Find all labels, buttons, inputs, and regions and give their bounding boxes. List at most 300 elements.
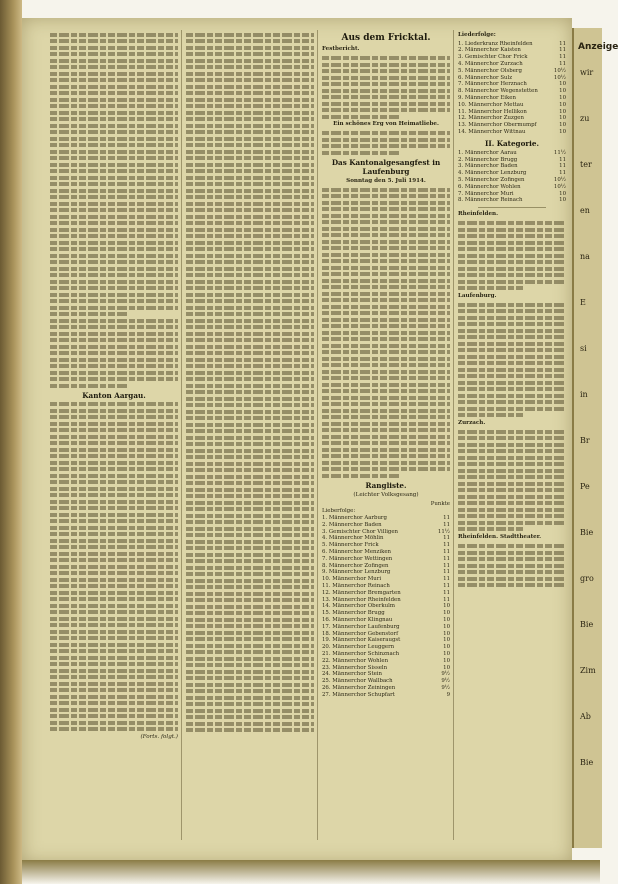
text-line bbox=[50, 461, 178, 465]
text-line bbox=[50, 364, 178, 368]
facing-page-text-fragment: Zim bbox=[580, 666, 596, 675]
ranking-choir-name: 7. Männerchor Herznach bbox=[458, 81, 527, 88]
ranking-choir-name: 14. Männerchor Oberkulm bbox=[322, 603, 395, 610]
facing-page-text-fragment: wir bbox=[580, 68, 594, 77]
ranking-header-row bbox=[322, 501, 450, 508]
ranking-table-top bbox=[458, 41, 566, 136]
ranking-choir-name: 2. Männerchor Baden bbox=[322, 521, 382, 528]
text-line bbox=[186, 111, 314, 115]
ranking-points: 10 bbox=[559, 81, 566, 88]
ranking-points: 10 bbox=[559, 190, 566, 197]
ranking-points: 10½ bbox=[553, 67, 566, 74]
text-line bbox=[322, 448, 450, 452]
text-line bbox=[50, 182, 178, 186]
ranking-choir-name: 21. Männerchor Schinznach bbox=[322, 650, 400, 657]
ranking-points: 11 bbox=[559, 163, 566, 170]
text-line bbox=[50, 384, 127, 388]
text-line bbox=[50, 312, 127, 316]
text-line bbox=[458, 260, 566, 264]
text-line bbox=[458, 488, 566, 492]
text-line bbox=[50, 130, 178, 134]
ranking-row bbox=[458, 191, 566, 198]
text-line bbox=[50, 714, 178, 718]
text-line bbox=[458, 407, 566, 411]
text-line bbox=[458, 335, 566, 339]
ranking-choir-name: 3. Gemischter Chor Frick bbox=[458, 54, 528, 61]
subheading-festbericht: Festbericht. bbox=[322, 46, 360, 52]
text-line bbox=[50, 351, 178, 355]
text-line bbox=[50, 519, 178, 523]
text-line bbox=[186, 208, 314, 212]
text-line bbox=[186, 462, 314, 466]
ranking-choir-name: 1. Liederkranz Rheinfelden bbox=[458, 40, 533, 47]
text-line bbox=[186, 709, 314, 713]
text-line bbox=[50, 500, 178, 504]
text-line bbox=[458, 286, 523, 290]
text-line bbox=[50, 493, 178, 497]
text-line bbox=[50, 662, 178, 666]
ranking-row bbox=[458, 88, 566, 95]
text-line bbox=[458, 527, 523, 531]
text-line bbox=[186, 403, 314, 407]
text-line bbox=[322, 363, 450, 367]
text-line bbox=[50, 85, 178, 89]
ranking-row bbox=[322, 522, 450, 529]
ranking-choir-name: 4. Männerchor Lenzburg bbox=[458, 170, 527, 177]
text-line bbox=[458, 557, 566, 561]
ranking-choir-name: 22. Männerchor Wohlen bbox=[322, 657, 389, 664]
section-heading-kantonalgesangfest: Das Kantonalgesangfest in Laufenburg bbox=[331, 157, 441, 176]
text-line bbox=[186, 507, 314, 511]
text-line bbox=[322, 350, 450, 354]
text-line bbox=[50, 195, 178, 199]
text-line bbox=[186, 358, 314, 362]
text-line bbox=[50, 319, 178, 323]
text-line bbox=[186, 130, 314, 134]
text-line bbox=[186, 494, 314, 498]
text-line bbox=[322, 415, 450, 419]
ranking-choir-name: 1. Männerchor Aarau bbox=[458, 149, 517, 156]
ranking-row bbox=[458, 129, 566, 136]
text-line bbox=[50, 169, 178, 173]
text-line bbox=[458, 303, 566, 307]
text-line bbox=[186, 520, 314, 524]
ranking-points: 10 bbox=[443, 664, 450, 671]
ranking-choir-name: 16. Männerchor Klingnau bbox=[322, 616, 393, 623]
text-line bbox=[186, 59, 314, 63]
continued-note: (Forts. folgt.) bbox=[140, 733, 178, 740]
text-line bbox=[50, 480, 178, 484]
text-line bbox=[186, 182, 314, 186]
text-line bbox=[186, 624, 314, 628]
text-line bbox=[186, 611, 314, 615]
text-line bbox=[50, 189, 178, 193]
ranking-points: 10 bbox=[559, 88, 566, 95]
column-rule bbox=[453, 30, 454, 840]
facing-page-text-fragment: Ab bbox=[580, 712, 591, 721]
ranking-row bbox=[322, 637, 450, 644]
ranking-row bbox=[322, 508, 450, 515]
text-line bbox=[50, 338, 178, 342]
text-line bbox=[186, 137, 314, 141]
text-line bbox=[186, 85, 314, 89]
text-line bbox=[186, 202, 314, 206]
text-line bbox=[458, 368, 566, 372]
text-line bbox=[458, 254, 566, 258]
ranking-points: 9 bbox=[446, 691, 450, 698]
text-line bbox=[50, 293, 178, 297]
text-line bbox=[186, 566, 314, 570]
text-line bbox=[458, 469, 566, 473]
text-line bbox=[186, 546, 314, 550]
ranking-points: 10 bbox=[559, 128, 566, 135]
text-line bbox=[322, 285, 450, 289]
ranking-choir-name: 20. Männerchor Leuggern bbox=[322, 644, 395, 651]
facing-page-text-fragment: gro bbox=[580, 574, 594, 583]
text-line bbox=[186, 696, 314, 700]
text-line bbox=[50, 435, 178, 439]
text-line bbox=[322, 131, 450, 135]
text-line bbox=[322, 474, 399, 478]
ranking-row bbox=[322, 569, 450, 576]
text-line bbox=[458, 394, 566, 398]
ranking-table bbox=[322, 501, 450, 698]
text-line bbox=[50, 643, 178, 647]
facing-page-text-fragment: Bie bbox=[580, 758, 594, 767]
ranking-points: 11½ bbox=[437, 528, 450, 535]
text-line bbox=[186, 436, 314, 440]
text-line bbox=[50, 299, 178, 303]
text-line bbox=[322, 396, 450, 400]
text-line bbox=[186, 280, 314, 284]
ranking-points: 11 bbox=[559, 54, 566, 61]
text-line bbox=[322, 324, 450, 328]
text-line bbox=[50, 454, 178, 458]
facing-page-text-fragment: E bbox=[580, 298, 586, 307]
text-line bbox=[50, 111, 178, 115]
text-line bbox=[322, 214, 450, 218]
text-line bbox=[50, 558, 178, 562]
ranking-points: 10 bbox=[443, 610, 450, 617]
ranking-choir-name: 26. Männerchor Zeiningen bbox=[322, 684, 396, 691]
text-line bbox=[186, 702, 314, 706]
text-line bbox=[186, 371, 314, 375]
text-line bbox=[186, 637, 314, 641]
ranking-choir-name: 14. Männerchor Wittnau bbox=[458, 128, 526, 135]
text-line bbox=[50, 306, 178, 310]
text-line bbox=[186, 488, 314, 492]
text-line bbox=[50, 332, 178, 336]
ranking-row bbox=[322, 624, 450, 631]
text-line bbox=[50, 578, 178, 582]
text-line bbox=[458, 348, 566, 352]
text-line bbox=[322, 422, 450, 426]
text-line bbox=[50, 260, 178, 264]
text-line bbox=[50, 474, 178, 478]
text-line bbox=[458, 267, 566, 271]
text-line bbox=[458, 234, 566, 238]
ranking-row bbox=[458, 61, 566, 68]
ranking-row bbox=[322, 610, 450, 617]
ranking-points: 10 bbox=[443, 616, 450, 623]
text-line bbox=[50, 584, 178, 588]
ranking-choir-name: 2. Männerchor Brugg bbox=[458, 156, 518, 163]
divider bbox=[478, 207, 546, 208]
text-line bbox=[186, 189, 314, 193]
text-line bbox=[50, 669, 178, 673]
ranking-points: 11 bbox=[443, 555, 450, 562]
column-4 bbox=[458, 30, 566, 840]
column-rule bbox=[181, 30, 182, 840]
ranking-points: 10½ bbox=[553, 74, 566, 81]
ranking-points: 10 bbox=[443, 630, 450, 637]
text-line bbox=[186, 150, 314, 154]
text-line bbox=[50, 506, 178, 510]
ranking-points: 10 bbox=[559, 122, 566, 129]
text-line bbox=[322, 246, 450, 250]
text-line bbox=[322, 259, 450, 263]
text-line bbox=[322, 461, 450, 465]
ranking-row bbox=[322, 597, 450, 604]
text-line bbox=[458, 551, 566, 555]
text-line bbox=[186, 65, 314, 69]
text-line bbox=[50, 487, 178, 491]
text-line bbox=[186, 631, 314, 635]
facing-page-title: Anzeige bbox=[578, 42, 618, 52]
event-date: Sonntag den 5. Juli 1914. bbox=[346, 177, 426, 184]
ranking-choir-name: 3. Männerchor Baden bbox=[458, 163, 518, 170]
ranking-row bbox=[458, 197, 566, 204]
text-line bbox=[458, 570, 566, 574]
text-line bbox=[186, 585, 314, 589]
text-line bbox=[458, 501, 566, 505]
facing-page-text-fragment: in bbox=[580, 390, 588, 399]
text-line bbox=[458, 443, 566, 447]
text-line bbox=[186, 722, 314, 726]
text-line bbox=[458, 521, 566, 525]
ranking-choir-name: 12. Männerchor Zuzgen bbox=[458, 115, 524, 122]
text-line bbox=[458, 342, 566, 346]
text-line bbox=[458, 374, 566, 378]
text-line bbox=[186, 605, 314, 609]
text-line bbox=[50, 65, 178, 69]
text-line bbox=[50, 221, 178, 225]
text-line bbox=[186, 293, 314, 297]
ranking-row bbox=[458, 163, 566, 170]
book-binding-left bbox=[0, 0, 22, 884]
text-line bbox=[50, 215, 178, 219]
text-line bbox=[186, 260, 314, 264]
text-line bbox=[322, 402, 450, 406]
ranking-row bbox=[322, 665, 450, 672]
ranking-choir-name: 23. Männerchor Sisseln bbox=[322, 664, 388, 671]
ranking-points: 11 bbox=[443, 569, 450, 576]
category-heading: II. Kategorie. bbox=[485, 138, 539, 148]
text-line bbox=[322, 311, 450, 315]
text-line bbox=[458, 482, 566, 486]
text-line bbox=[186, 91, 314, 95]
text-line bbox=[50, 591, 178, 595]
text-line bbox=[458, 309, 566, 313]
ranking-row bbox=[458, 177, 566, 184]
text-line bbox=[186, 618, 314, 622]
text-line bbox=[186, 306, 314, 310]
text-line bbox=[458, 329, 566, 333]
ranking-points: 11 bbox=[443, 535, 450, 542]
facing-page-text-fragment: Bie bbox=[580, 620, 594, 629]
text-line bbox=[322, 279, 450, 283]
text-line bbox=[186, 345, 314, 349]
text-line bbox=[50, 176, 178, 180]
ranking-points bbox=[425, 508, 450, 515]
news-heading-zurzach: Zurzach. bbox=[458, 419, 486, 426]
text-line bbox=[186, 670, 314, 674]
text-line bbox=[186, 325, 314, 329]
ranking-points: 11 bbox=[443, 521, 450, 528]
ranking-row bbox=[322, 644, 450, 651]
text-line bbox=[322, 102, 450, 106]
text-line bbox=[186, 715, 314, 719]
text-line bbox=[322, 370, 450, 374]
text-line bbox=[458, 456, 566, 460]
text-line bbox=[50, 254, 178, 258]
facing-page-text-fragment: Pe bbox=[580, 482, 590, 491]
text-line bbox=[186, 72, 314, 76]
text-line bbox=[186, 449, 314, 453]
text-line bbox=[50, 267, 178, 271]
text-line bbox=[322, 201, 450, 205]
ranking-points: 10 bbox=[559, 94, 566, 101]
text-line bbox=[186, 416, 314, 420]
text-line bbox=[50, 358, 178, 362]
text-line bbox=[322, 95, 450, 99]
text-line bbox=[186, 39, 314, 43]
text-line bbox=[186, 728, 314, 732]
section-heading-canton-aargau: Kanton Aargau. bbox=[82, 390, 146, 400]
text-line bbox=[322, 227, 450, 231]
liederfolge-label: Liederfolge: bbox=[458, 32, 496, 38]
ranking-points: 11 bbox=[559, 60, 566, 67]
facing-page-text-fragment: ter bbox=[580, 160, 592, 169]
ranking-choir-name: 9. Männerchor Eiken bbox=[458, 94, 516, 101]
text-line bbox=[50, 708, 178, 712]
text-line bbox=[50, 228, 178, 232]
text-line bbox=[458, 583, 566, 587]
text-line bbox=[186, 540, 314, 544]
text-line bbox=[186, 410, 314, 414]
text-line bbox=[186, 176, 314, 180]
text-line bbox=[186, 156, 314, 160]
text-line bbox=[50, 124, 178, 128]
ranking-choir-name: 3. Gemischter Chor Villigen bbox=[322, 528, 399, 535]
text-line bbox=[186, 650, 314, 654]
text-line bbox=[186, 579, 314, 583]
text-line bbox=[322, 56, 450, 60]
text-line bbox=[50, 422, 178, 426]
column-1 bbox=[50, 30, 178, 840]
text-line bbox=[322, 138, 450, 142]
ranking-row bbox=[322, 590, 450, 597]
ranking-points: 10 bbox=[443, 644, 450, 651]
text-line bbox=[186, 332, 314, 336]
ranking-choir-name: 5. Männerchor Olsberg bbox=[458, 67, 522, 74]
text-line bbox=[186, 598, 314, 602]
text-line bbox=[186, 273, 314, 277]
text-line bbox=[186, 527, 314, 531]
text-line bbox=[186, 169, 314, 173]
ranking-row bbox=[322, 603, 450, 610]
ranking-title: Rangliste. bbox=[365, 480, 407, 490]
text-line bbox=[458, 273, 566, 277]
ranking-points: 11½ bbox=[553, 149, 566, 156]
text-line bbox=[50, 371, 178, 375]
facing-page-text-fragment: si bbox=[580, 344, 587, 353]
text-line bbox=[458, 413, 523, 417]
ranking-points: 10 bbox=[559, 115, 566, 122]
text-line bbox=[186, 286, 314, 290]
ranking-choir-name: 11. Männerchor Reinach bbox=[322, 582, 390, 589]
ranking-table-mid bbox=[458, 150, 566, 204]
text-line bbox=[50, 675, 178, 679]
text-line bbox=[322, 151, 399, 155]
text-line bbox=[186, 195, 314, 199]
ranking-row bbox=[322, 631, 450, 638]
ranking-choir-name: Lieberfolge: bbox=[322, 508, 356, 515]
ranking-points: 11 bbox=[443, 589, 450, 596]
text-line bbox=[50, 539, 178, 543]
ranking-points: 10 bbox=[443, 637, 450, 644]
ranking-choir-name: 5. Männerchor Frick bbox=[322, 542, 379, 549]
text-line bbox=[186, 644, 314, 648]
text-line bbox=[50, 377, 178, 381]
ranking-choir-name: 9. Männerchor Lenzburg bbox=[322, 569, 391, 576]
text-line bbox=[50, 143, 178, 147]
text-line bbox=[322, 272, 450, 276]
ranking-row bbox=[458, 184, 566, 191]
text-line bbox=[186, 442, 314, 446]
text-line bbox=[50, 325, 178, 329]
text-line bbox=[322, 428, 450, 432]
text-line bbox=[50, 441, 178, 445]
ranking-row bbox=[458, 122, 566, 129]
text-line bbox=[50, 247, 178, 251]
ranking-row bbox=[458, 102, 566, 109]
ranking-points: 10 bbox=[559, 101, 566, 108]
text-line bbox=[50, 513, 178, 517]
ranking-row bbox=[322, 556, 450, 563]
text-line bbox=[458, 400, 566, 404]
ranking-row bbox=[322, 658, 450, 665]
ranking-choir-name: 19. Männerchor Kaiseraugst bbox=[322, 637, 401, 644]
text-line bbox=[186, 559, 314, 563]
text-line bbox=[322, 240, 450, 244]
text-line bbox=[186, 299, 314, 303]
text-line bbox=[186, 78, 314, 82]
book-bottom-edge bbox=[22, 860, 600, 884]
ranking-choir-name: 1. Männerchor Aarburg bbox=[322, 514, 387, 521]
text-line bbox=[458, 495, 566, 499]
ranking-row bbox=[322, 549, 450, 556]
ranking-choir-name: 10. Männerchor Mettau bbox=[458, 101, 524, 108]
ranking-points: 9½ bbox=[441, 678, 450, 685]
text-line bbox=[322, 357, 450, 361]
ranking-row bbox=[322, 535, 450, 542]
text-line bbox=[186, 241, 314, 245]
ranking-choir-name: 8. Männerchor Wegenstetten bbox=[458, 88, 538, 95]
ranking-choir-name: 15. Männerchor Brugg bbox=[322, 610, 385, 617]
ranking-row bbox=[322, 651, 450, 658]
ranking-choir-name: 13. Männerchor Rheinfelden bbox=[322, 596, 401, 603]
